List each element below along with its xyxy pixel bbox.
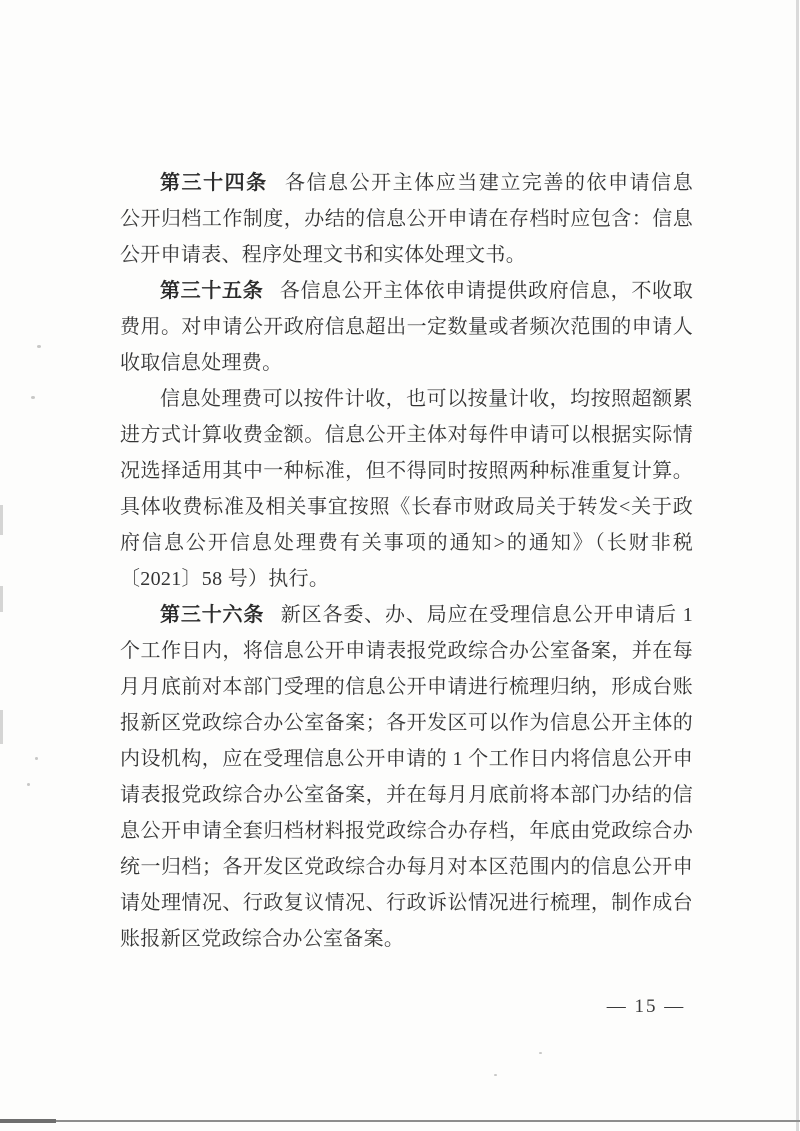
text-line: 第三十六条 新区各委、办、局应在受理信息公开申请后 1 bbox=[160, 604, 693, 626]
article-number: 第三十五条 bbox=[160, 280, 264, 302]
text-line: 〔2021〕58 号）执行。 bbox=[120, 568, 330, 590]
scan-streak bbox=[0, 586, 3, 612]
text-line: 第三十四条 各信息公开主体应当建立完善的依申请信息 bbox=[160, 172, 693, 194]
text-line: 请表报党政综合办公室备案，并在每月月底前将本部门办结的信 bbox=[120, 784, 693, 806]
text-line: 费用。对申请公开政府信息超出一定数量或者频次范围的申请人 bbox=[120, 316, 693, 338]
scan-speck bbox=[35, 757, 38, 760]
article-number: 第三十六条 bbox=[160, 604, 265, 626]
text-line: 息公开申请全套归档材料报党政综合办存档，年底由党政综合办 bbox=[120, 820, 693, 842]
text-line: 况选择适用其中一种标准，但不得同时按照两种标准重复计算。 bbox=[120, 460, 693, 482]
scan-speck bbox=[37, 345, 41, 348]
scan-edge-bottom bbox=[0, 1120, 800, 1122]
text-line: 府信息公开信息处理费有关事项的通知>的通知》（长财非税 bbox=[120, 532, 693, 554]
scan-streak bbox=[0, 710, 3, 744]
page-number: — 15 — bbox=[606, 996, 686, 1017]
text-line: 报新区党政综合办公室备案；各开发区可以作为信息公开主体的 bbox=[120, 712, 693, 734]
scan-speck bbox=[31, 396, 35, 399]
scan-speck bbox=[494, 1074, 497, 1076]
text-line: 公开归档工作制度，办结的信息公开申请在存档时应包含：信息 bbox=[120, 208, 693, 230]
scan-streak bbox=[0, 505, 3, 535]
scan-speck bbox=[539, 1052, 542, 1054]
text-line: 内设机构，应在受理信息公开申请的 1 个工作日内将信息公开申 bbox=[120, 748, 693, 770]
scan-edge-right bbox=[796, 0, 799, 1131]
text-line: 信息处理费可以按件计收，也可以按量计收，均按照超额累 bbox=[160, 388, 693, 410]
text-line: 公开申请表、程序处理文书和实体处理文书。 bbox=[120, 244, 526, 266]
text-line: 个工作日内，将信息公开申请表报党政综合办公室备案，并在每 bbox=[120, 640, 693, 662]
text-line: 账报新区党政综合办公室备案。 bbox=[120, 928, 405, 950]
scan-speck bbox=[27, 783, 30, 786]
text-line: 收取信息处理费。 bbox=[120, 352, 283, 374]
text-line: 统一归档；各开发区党政综合办每月对本区范围内的信息公开申 bbox=[120, 856, 693, 878]
scan-edge-bottom-left bbox=[0, 1119, 56, 1123]
text-line: 请处理情况、行政复议情况、行政诉讼情况进行梳理，制作成台 bbox=[120, 892, 693, 914]
text-line: 月月底前对本部门受理的信息公开申请进行梳理归纳，形成台账 bbox=[120, 676, 693, 698]
text-line: 进方式计算收费金额。信息公开主体对每件申请可以根据实际情 bbox=[120, 424, 693, 446]
text-line: 第三十五条 各信息公开主体依申请提供政府信息，不收取 bbox=[160, 280, 693, 302]
document-body bbox=[120, 165, 693, 957]
text-line: 具体收费标准及相关事宜按照《长春市财政局关于转发<关于政 bbox=[120, 496, 693, 518]
article-number: 第三十四条 bbox=[160, 172, 268, 194]
